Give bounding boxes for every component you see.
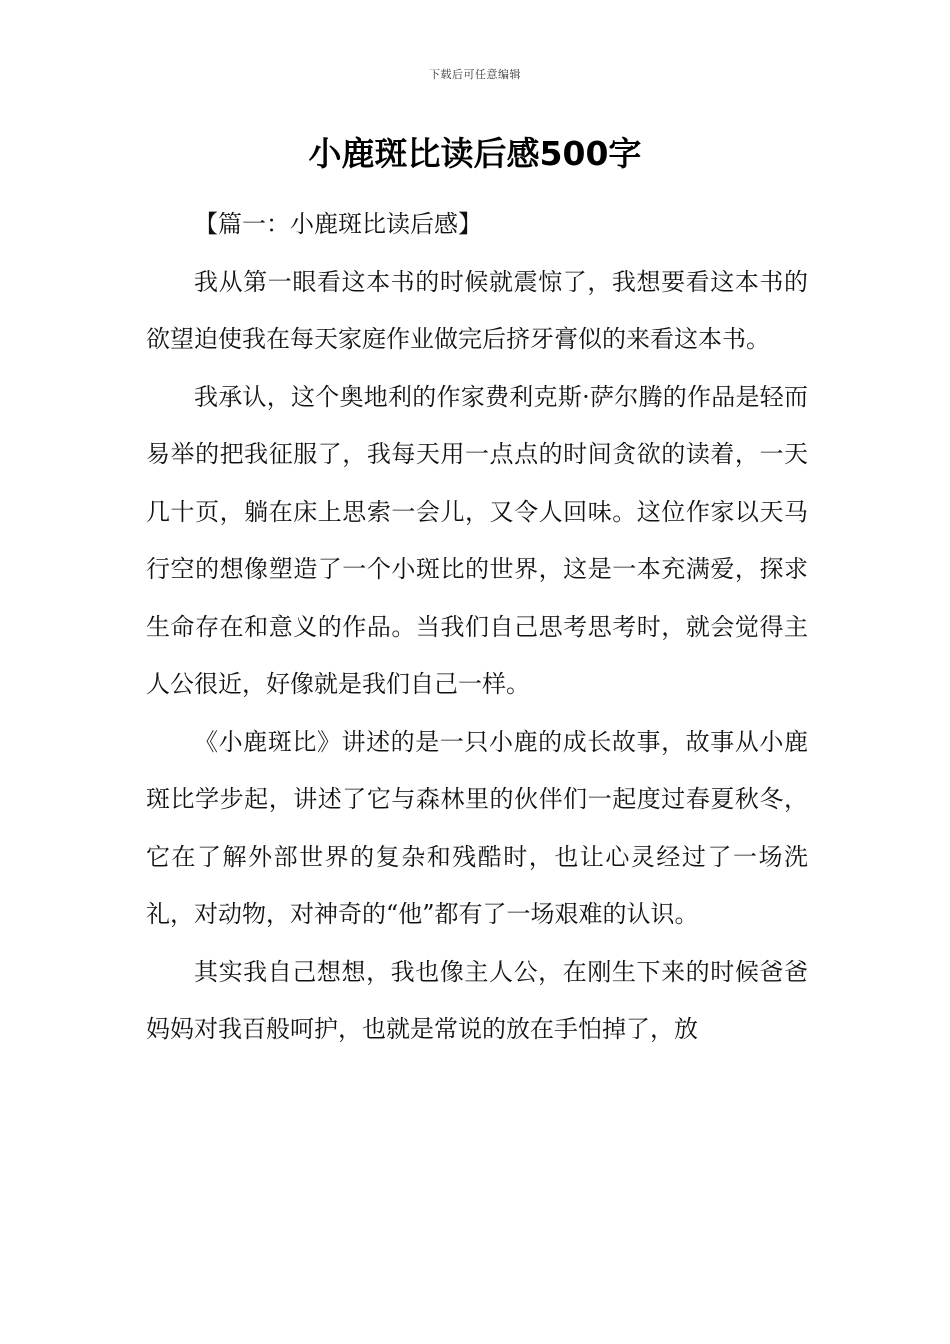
paragraph: 其实我自己想想，我也像主人公，在刚生下来的时候爸爸妈妈对我百般呵护，也就是常说的放在手怕掉了，放	[146, 957, 808, 1043]
header-note: 下载后可任意编辑	[429, 68, 521, 81]
paragraph: 我承认，这个奥地利的作家费利克斯·萨尔腾的作品是轻而易举的把我征服了，我每天用一点点的时间贪欲的读着，一天几十页，躺在床上思索一会儿，又令人回味。这位作家以天马行空的想像塑造了一个小斑比的世界，这是一本充满爱，探求生命存在和意义的作品。当我们自己思考思考时，就会觉得主人公很近，好像就是我们自己一样。	[146, 382, 808, 698]
section-heading: 【篇一：小鹿斑比读后感】	[194, 210, 482, 238]
document-title: 小鹿斑比读后感500字	[308, 134, 642, 173]
document-body	[146, 196, 808, 1059]
paragraph: 我从第一眼看这本书的时候就震惊了，我想要看这本书的欲望迫使我在每天家庭作业做完后挤牙膏似的来看这本书。	[146, 267, 808, 353]
paragraph: 《小鹿斑比》讲述的是一只小鹿的成长故事，故事从小鹿斑比学步起，讲述了它与森林里的伙伴们一起度过春夏秋冬，它在了解外部世界的复杂和残酷时，也让心灵经过了一场洗礼，对动物，对神奇的“他”都有了一场艰难的认识。	[146, 727, 808, 928]
